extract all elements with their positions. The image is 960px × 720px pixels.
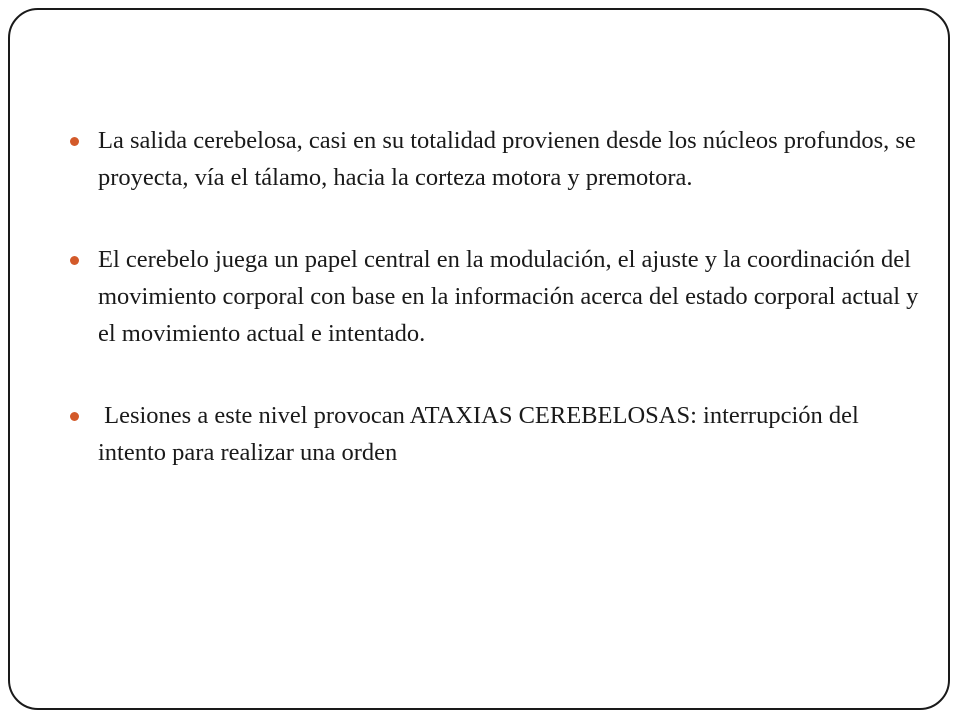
bullet-list [70,122,930,471]
bullet-text: La salida cerebelosa, casi en su totalidad provienen desde los núcleos profundos, se proyecta, vía el tálamo, hacia la corteza motora y premotora. [98,127,916,191]
bullet-text: Lesiones a este nivel provocan ATAXIAS CEREBELOSAS: interrupción del intento para realizar una orden [98,402,865,466]
bullet-item-lesions [70,397,930,471]
bullet-item-role [70,241,930,352]
bullet-item-output [70,122,930,196]
bullet-dot-icon [70,412,79,421]
slide-frame [8,8,950,710]
bullet-text: El cerebelo juega un papel central en la modulación, el ajuste y la coordinación del movimiento corporal con base en la información acerca del estado corporal actual y el movimiento actual e intentado. [98,246,919,347]
bullet-dot-icon [70,137,79,146]
bullet-dot-icon [70,256,79,265]
